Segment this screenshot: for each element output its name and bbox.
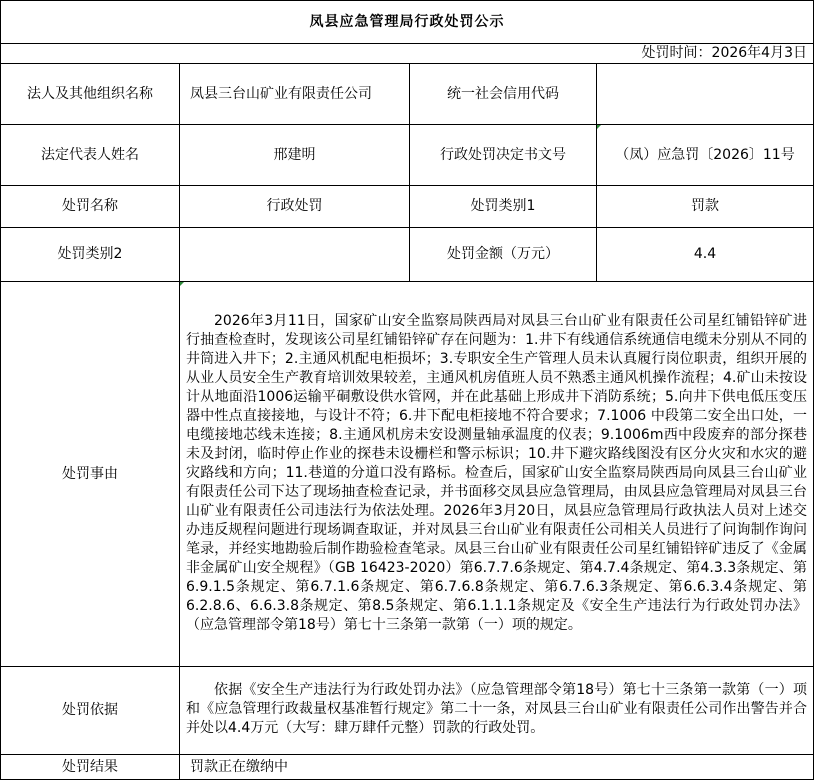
credit-code-value — [597, 64, 814, 125]
category1-value: 罚款 — [597, 186, 814, 228]
result-label: 处罚结果 — [1, 755, 180, 780]
category1-label: 处罚类别1 — [410, 186, 597, 228]
amount-value: 4.4 — [597, 228, 814, 282]
basis-cell — [180, 667, 814, 755]
credit-code-label: 统一社会信用代码 — [410, 64, 597, 125]
doc-no-value — [597, 125, 814, 186]
entity-value: 凤县三台山矿业有限责任公司 — [180, 64, 410, 125]
cell-marker-icon — [597, 125, 601, 129]
category2-value — [180, 228, 410, 282]
penalty-time: 处罚时间：2026年4月3日 — [1, 44, 814, 64]
rep-label: 法定代表人姓名 — [1, 125, 180, 186]
result-value: 罚款正在缴纳中 — [180, 755, 814, 780]
penalty-name-value: 行政处罚 — [180, 186, 410, 228]
cell-marker-icon — [180, 282, 184, 286]
category2-label: 处罚类别2 — [1, 228, 180, 282]
facts-cell — [180, 282, 814, 667]
facts-label: 处罚事由 — [1, 282, 180, 667]
rep-value: 邢建明 — [180, 125, 410, 186]
penalty-name-label: 处罚名称 — [1, 186, 180, 228]
basis-label: 处罚依据 — [1, 667, 180, 755]
doc-no-text: （凤）应急罚〔2026〕11号 — [615, 146, 795, 163]
doc-no-label: 行政处罚决定书文号 — [410, 125, 597, 186]
page-title: 凤县应急管理局行政处罚公示 — [1, 1, 814, 44]
facts-text: 2026年3月11日，国家矿山安全监察局陕西局对凤县三台山矿业有限责任公司星红铺铅锌矿进行抽查检查时，发现该公司星红铺铅锌矿存在问题为：1.井下有线通信系统通信电缆未分别从不同的井筒进入井下；2.主通风机配电柜损坏；3.专职安全生产管理人员未认真履行岗位职责，组织开展的从业人员安全生产教育培训效果较差，主通风机房值班人员不熟悉主通风机操作流程；4.矿山未按设计从地面沿1006运输平硐敷设供水管网，并在此基础上形成井下消防系统；5.向井下供电低压变压器中性点直接接地，与设计不符；6.井下配电柜接地不符合要求；7.1006 中段第二安全出口处，一电缆接地芯线未连接；8.主通风机房未安设测量轴承温度的仪表；9.1006m西中段废弃的部分探巷未及封闭，临时停止作业的探巷未设栅栏和警示标识；10.井下避灾路线图没有区分火灾和水灾的避灾路线和方向；11.巷道的分道口没有路标。检查后，国家矿山安全监察局陕西局向凤县三台山矿业有限责任公司下达了现场抽查检查记录，并书面移交凤县应急管理局，由凤县应急管理局对凤县三台山矿业有限责任公司违法行为依法处理。2026年3月20日，凤县应急管理局行政执法人员对上述交办违反规程问题进行现场调查取证，并对凤县三台山矿业有限责任公司相关人员进行了问询制作询问笔录，并经实地勘验后制作勘验检查笔录。凤县三台山矿业有限责任公司星红铺铅锌矿违反了《金属非金属矿山安全规程》（GB 16423-2020）第6.7.7.6条规定、第4.7.4条规定、第4.3.3条规定、第6.9.1.5条规定、第6.7.1.6条规定、第6.7.6.8条规定、第6.7.6.3条规定、第6.6.3.4条规定、第6.2.8.6、6.6.3.8条规定、第8.5条规定、第6.1.1.1条规定及《安全生产违法行为行政处罚办法》（应急管理部令第18号）第七十三条第一款第（一）项的规定。 — [186, 312, 807, 633]
basis-text: 依据《安全生产违法行为行政处罚办法》（应急管理部令第18号）第七十三条第一款第（一）项和《应急管理行政裁量权基准暂行规定》第二十一条，对凤县三台山矿业有限责任公司作出警告并合并处以4.4万元（大写：肆万肆仟元整）罚款的行政处罚。 — [186, 682, 807, 736]
entity-label: 法人及其他组织名称 — [1, 64, 180, 125]
amount-label: 处罚金额（万元） — [410, 228, 597, 282]
